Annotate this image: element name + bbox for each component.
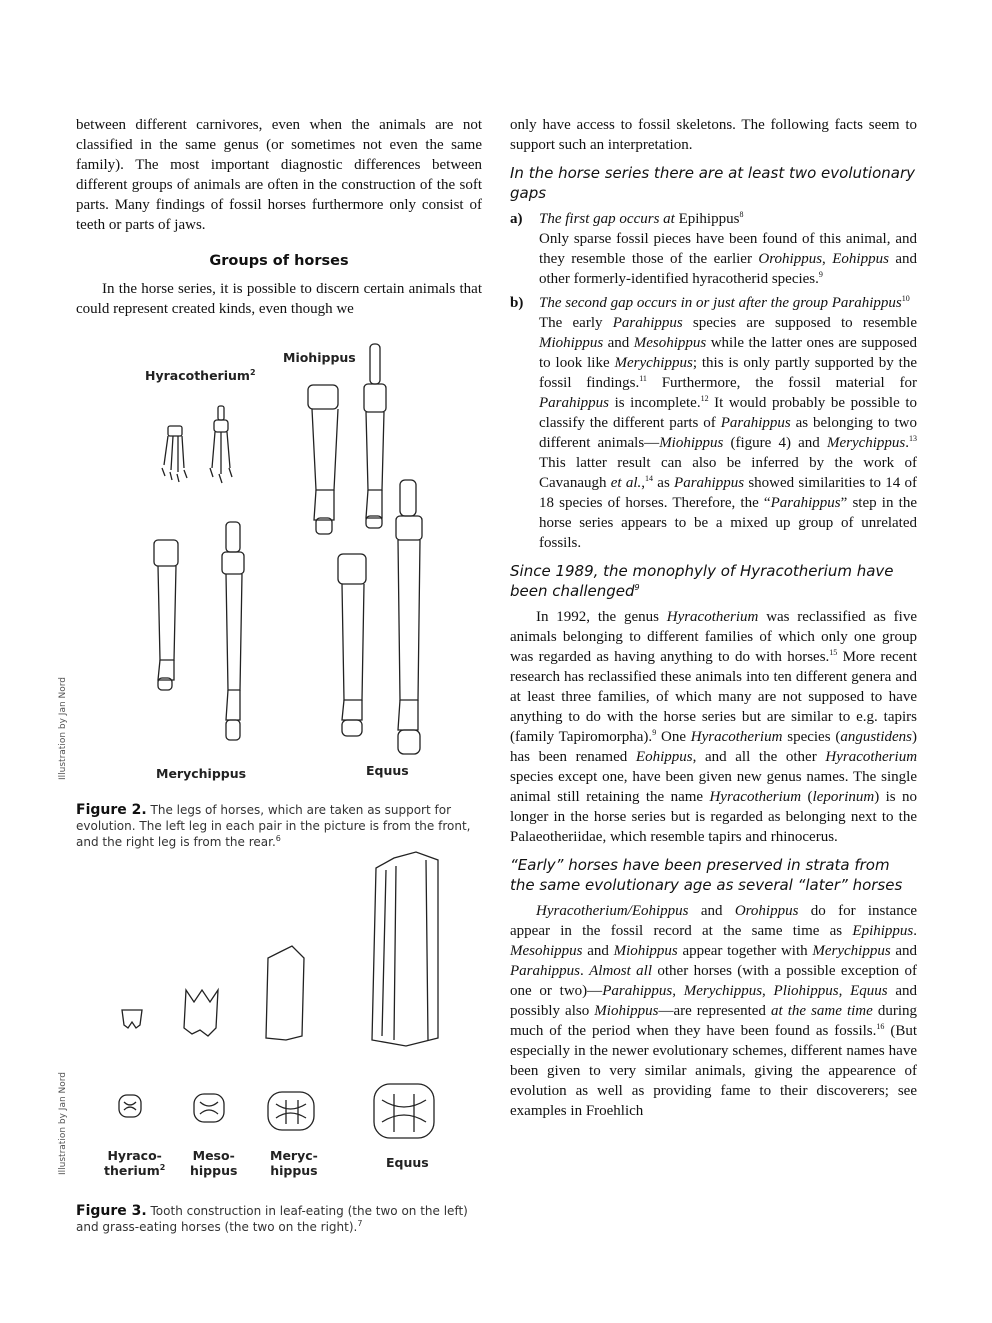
subheading-monophyly: Since 1989, the monophyly of Hyracotherium have been challenged$^9$ [510,562,894,600]
left-paragraph-1: between different carnivores, even when the animals are not classified in the same genus (or sometimes not even the same family). The most important diagnostic differences between different groups of animals are often in the construction of the soft parts. Many findings of fossil horses furthermore only consist of teeth or parts of jaws. [76,117,482,233]
figure-3-credit: Illustration by Jan Nord [58,1071,68,1175]
figure-3-caption: Figure 3. Tooth construction in leaf-eating (the two on the left) and grass-eating horses (the two on the right).$^7$ [76,1203,468,1234]
left-column [76,115,482,319]
section-heading-groups-of-horses: Groups of horses [209,253,349,269]
right-paragraph-hyracotherium: In 1992, the genus Hyracotherium was reclassified as five animals belonging to different families of which only one group was regarded as having anything to do with horses.$^{15}$ More recent research has reclassified these animals into ten different genera and at least three families, of which many are not supposed to have anything to do with the horse series but are similar to e.g. tapirs (family Tapiromorpha).$^9$ One Hyracotherium species (angustidens) has been renamed Eohippus, and all the other Hyracotherium species except one, have been given new genus names. The single animal still retaining the name Hyracotherium (leporinum) is no longer in the horse series but is regarded as belonging next to the Palaeotheriidae, which resemble tapirs and rhinocerus. [510,609,918,845]
hyracotherium-rear-leg [210,406,232,483]
right-column [510,115,917,1121]
left-paragraph-2: In the horse series, it is possible to discern certain animals that could represent created kinds, even though we [76,281,482,317]
hyracotherium-tooth-side [122,1010,142,1028]
mesohippus-tooth-side [184,990,218,1036]
miohippus-front-leg [308,385,338,534]
merychippus-crown [268,1092,314,1130]
merychippus-front-leg [154,540,178,690]
figure-2 [58,340,486,849]
horse-legs-illustration [76,340,486,790]
label-miohippus: Miohippus [283,350,356,365]
label-hyracotherium-teeth: Hyraco- therium$^2$ [104,1148,166,1178]
merychippus-rear-leg [222,522,244,740]
equus-crown [374,1084,434,1138]
figure-2-caption: Figure 2. The legs of horses, which are taken as support for evolution. The left leg in each pair in the picture is from the front, and the right leg is from the rear.$^6$ [76,802,471,849]
equus-front-leg [338,554,366,736]
label-equus: Equus [366,763,409,778]
figure-3 [58,850,486,1234]
figure-2-credit: Illustration by Jan Nord [58,676,68,780]
label-merychippus: Merychippus [156,766,247,781]
label-mesohippus-teeth: Meso- hippus [190,1148,238,1178]
miohippus-rear-leg [364,344,386,528]
label-merychippus-teeth: Meryc- hippus [270,1148,318,1178]
equus-rear-leg [396,480,422,754]
hyracotherium-crown [119,1095,141,1117]
right-paragraph-1: only have access to fossil skeletons. The following facts seem to support such an interpretation. [510,117,917,153]
subheading-early-horses: “Early” horses have been preserved in strata from the same evolutionary age as several “later” horses [510,856,903,894]
label-hyracotherium: Hyracotherium$^2$ [145,367,256,383]
merychippus-tooth-side [266,946,304,1040]
label-equus-teeth: Equus [386,1155,429,1170]
mesohippus-crown [194,1094,224,1122]
hyracotherium-front-leg [162,426,187,482]
horse-teeth-illustration [76,850,486,1150]
list-item-a: a) The first gap occurs at Epihippus$^8$ Only sparse fossil pieces have been found of this animal, and they resemble those of the earlier Orohippus, Eohippus and other formerly-identified hyracotherid species.$^9$ [510,210,918,287]
list-item-b: b) The second gap occurs in or just after the group Parahippus$^{10}$ The early Parahippus species are supposed to resemble Miohippus and Mesohippus while the latter ones are supposed to look like Merychippus; this is only partly supported by the fossil findings.$^{11}$ Furthermore, the fossil material for Parahippus is incomplete.$^{12}$ It would probably be possible to classify the different parts of Parahippus as belonging to two different animals—Miohippus (figure 4) and Merychippus.$^{13}$ This latter result can also be inferred by the work of Cavanaugh et al.,$^{14}$ as Parahippus showed similarities to 14 of 18 species of horses. Therefore, the “Parahippus” step in the horse series appears to be a mixed up group of unrelated fossils. [510,294,918,551]
subheading-evolutionary-gaps: In the horse series there are at least two evolutionary gaps [510,164,915,202]
right-paragraph-early-horses: Hyracotherium/Eohippus and Orohippus do for instance appear in the fossil record at the same time as Epihippus. Mesohippus and Miohippus appear together with Merychippus and Parahippus. Almost all other horses (with a possible exception of one or two)—Parahippus, Merychippus, Pliohippus, Equus and possibly also Miohippus—are represented at the same time during much of the period when they have been found as fossils.$^{16}$ (But especially in the newer evolutionary schemes, different names have been given to very similar animals, giving the appearence of evolution as well as providing fame to their discoverers; see examples in Froehlich [510,903,918,1119]
